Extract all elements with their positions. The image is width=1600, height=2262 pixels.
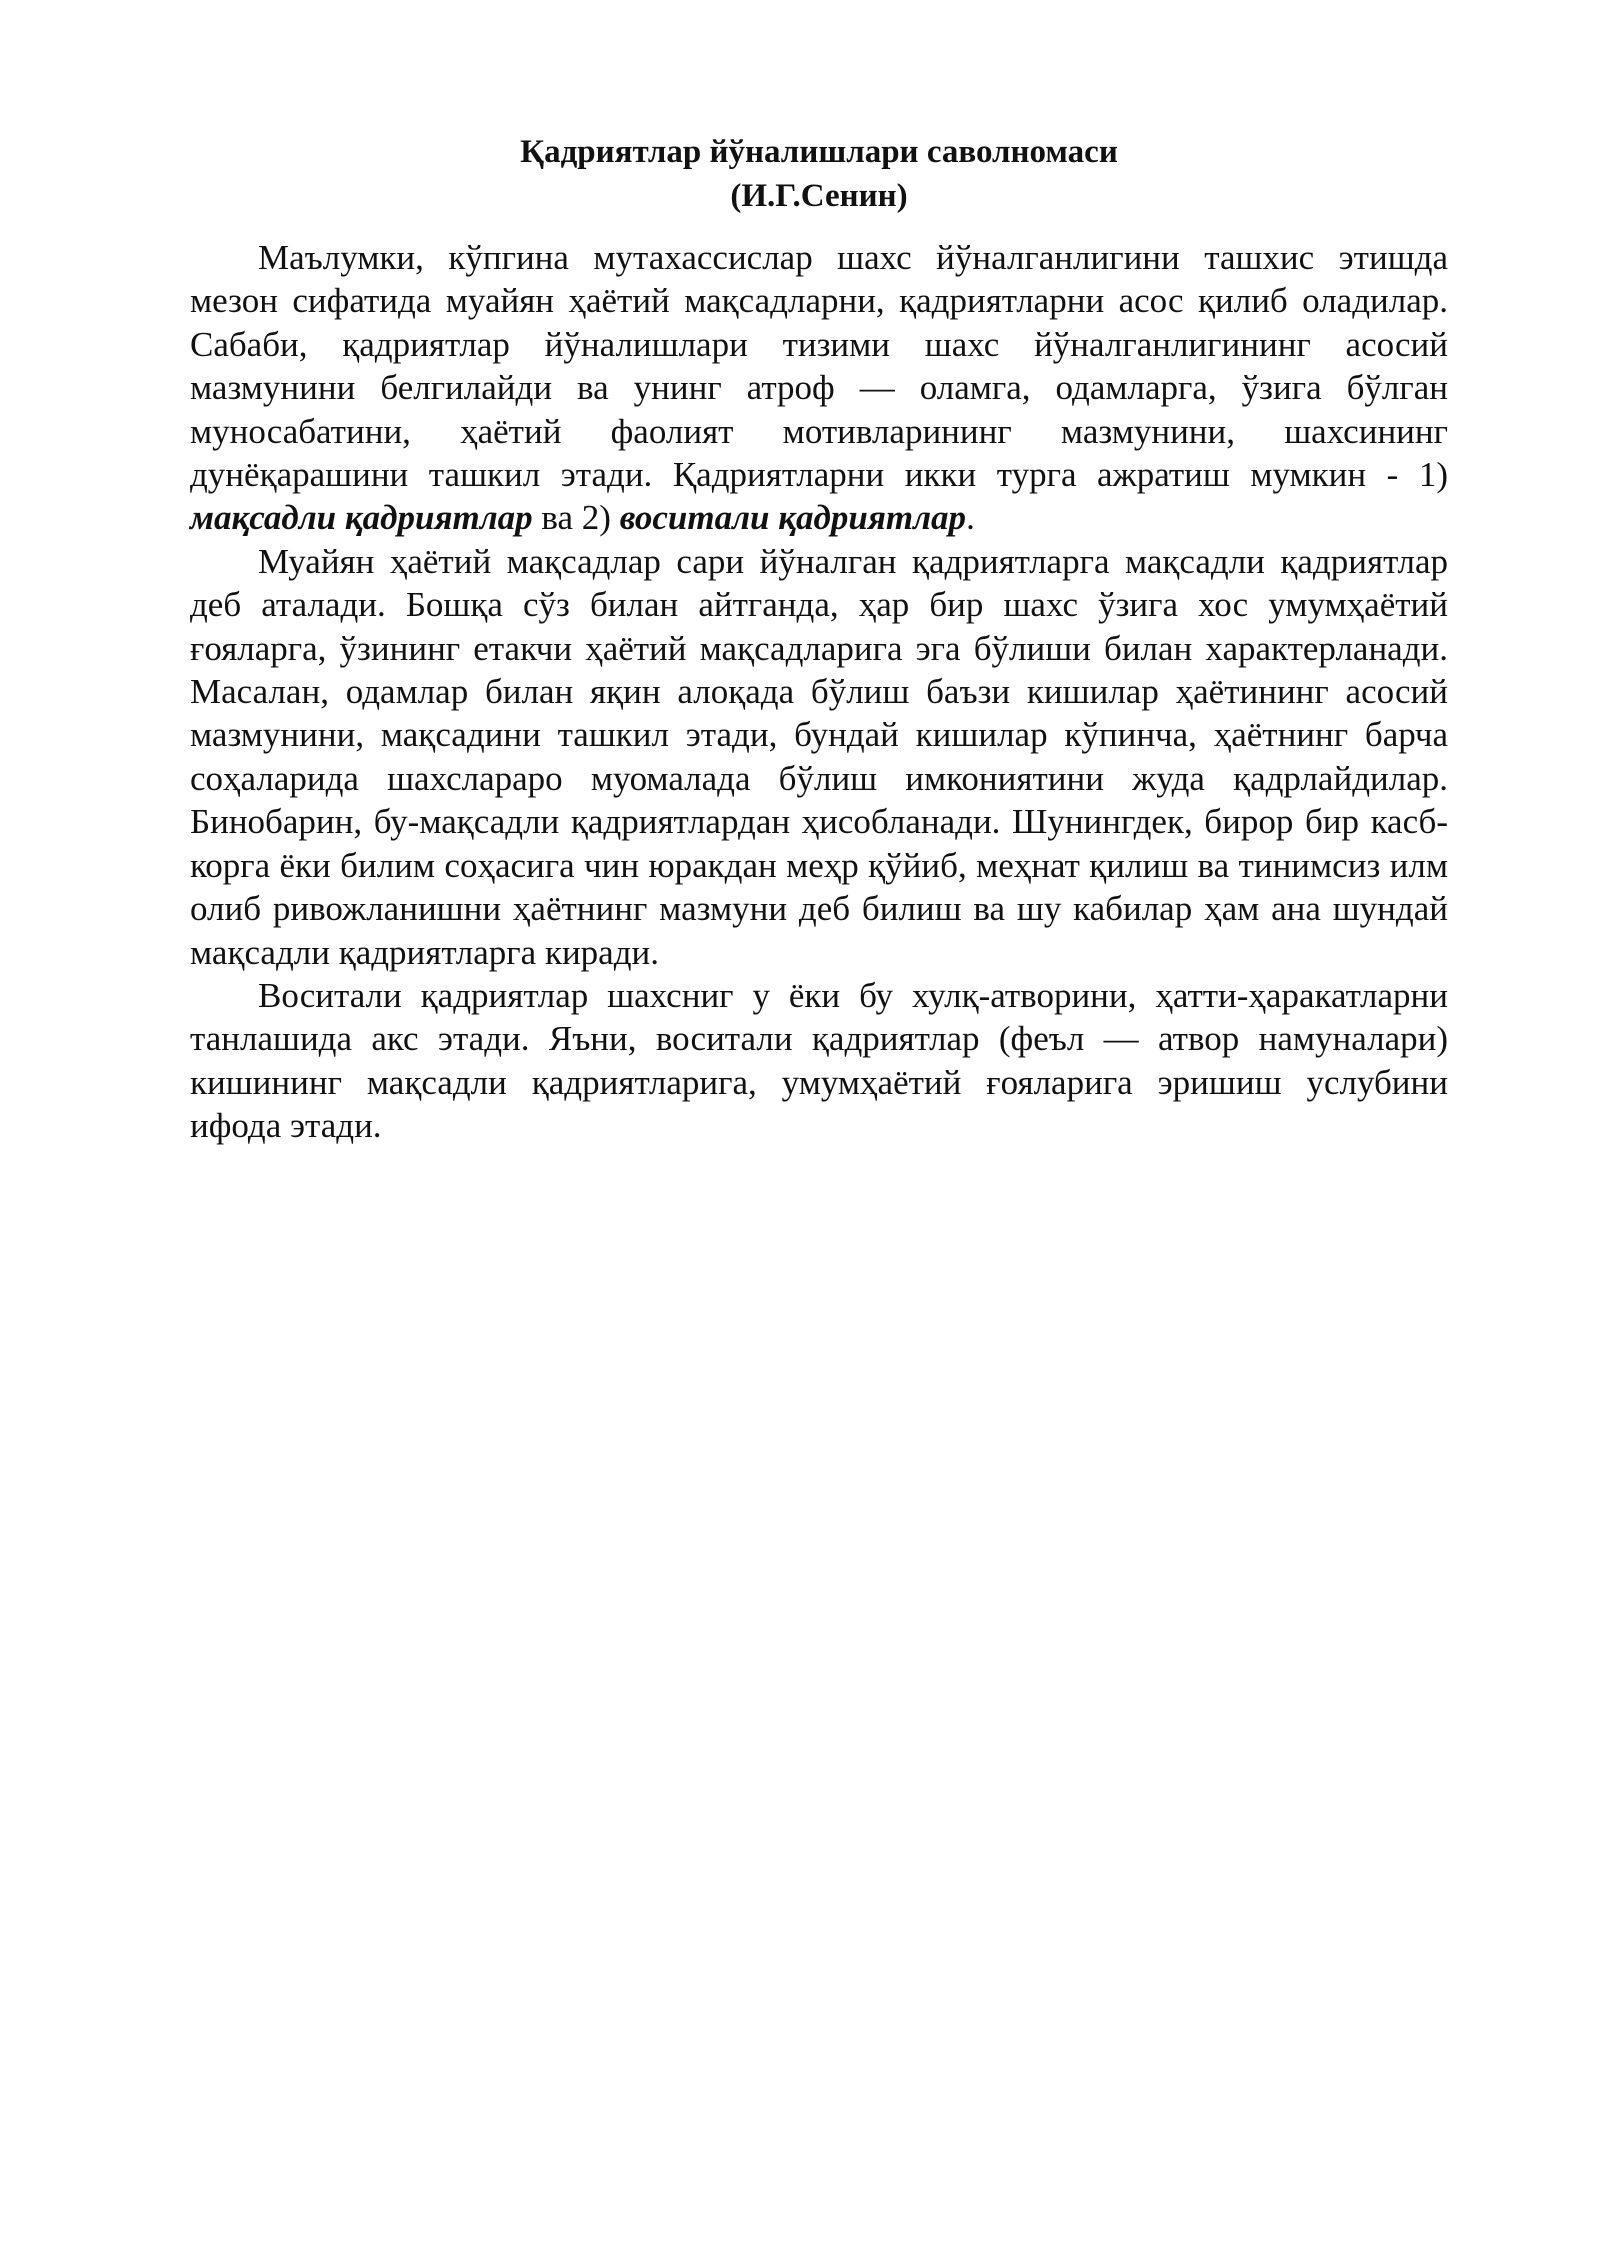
term-instrumental-values: воситали қадриятлар [619,498,967,538]
paragraph-instrumental-values: Воситали қадриятлар шахсниг у ёки бу хулқ-атворини, ҳатти-ҳаракатларни танлашида акс этади. Яъни, воситали қадриятлар (феъл — атвор намуналари) кишининг мақсадли қадриятларига, умумҳаётий ғояларига эришиш услубини ифода этади. [190,975,1448,1146]
paragraph-intro-text: Маълумки, кўпгина мутахассислар шахс йўналганлигини ташхис этишда мезон сифатида муайян ҳаётий мақсадларни, қадриятларни асос қилиб оладилар. Сабаби, қадриятлар йўналишлари тизими шахс йўналганлигининг асосий мазмунини белгилайди ва унинг атроф — оламга, одамларга, ўзига бўлган муносабатини, ҳаётий фаолият мотивларининг мазмунини, шахсининг дунёқарашини ташкил этади. Қадриятларни икки турга ажратиш мумкин - 1) [190,238,1448,495]
paragraph-intro [190,236,1448,540]
document-author: (И.Г.Сенин) [730,178,908,214]
paragraph-purpose-values: Муайян ҳаётий мақсадлар сари йўналган қадриятларга мақсадли қадриятлар деб аталади. Бошқа сўз билан айтганда, ҳар бир шахс ўзига хос умумҳаётий ғояларга, ўзининг етакчи ҳаётий мақсадларига эга бўлиши билан характерланади. Масалан, одамлар билан яқин алоқада бўлиш баъзи кишилар ҳаётининг асосий мазмунини, мақсадини ташкил этади, бундай кишилар кўпинча, ҳаётнинг барча соҳаларида шахслараро муомалада бўлиш имкониятини жуда қадрлайдилар. Бинобарин, бу-мақсадли қадриятлардан ҳисобланади. Шунингдек, бирор бир касб-корга ёки билим соҳасига чин юракдан меҳр қўйиб, меҳнат қилиш ва тинимсиз илм олиб ривожланишни ҳаётнинг мазмуни деб билиш ва шу кабилар ҳам ана шундай мақсадли қадриятларга киради. [190,541,1448,972]
term-purpose-values: мақсадли қадриятлар [190,498,533,538]
document-content [190,130,1448,1148]
document-title: Қадриятлар йўналишлари саволномаси [520,134,1118,170]
paragraph-intro-connector: ва 2) [532,498,620,538]
paragraph-intro-end: . [966,498,975,538]
